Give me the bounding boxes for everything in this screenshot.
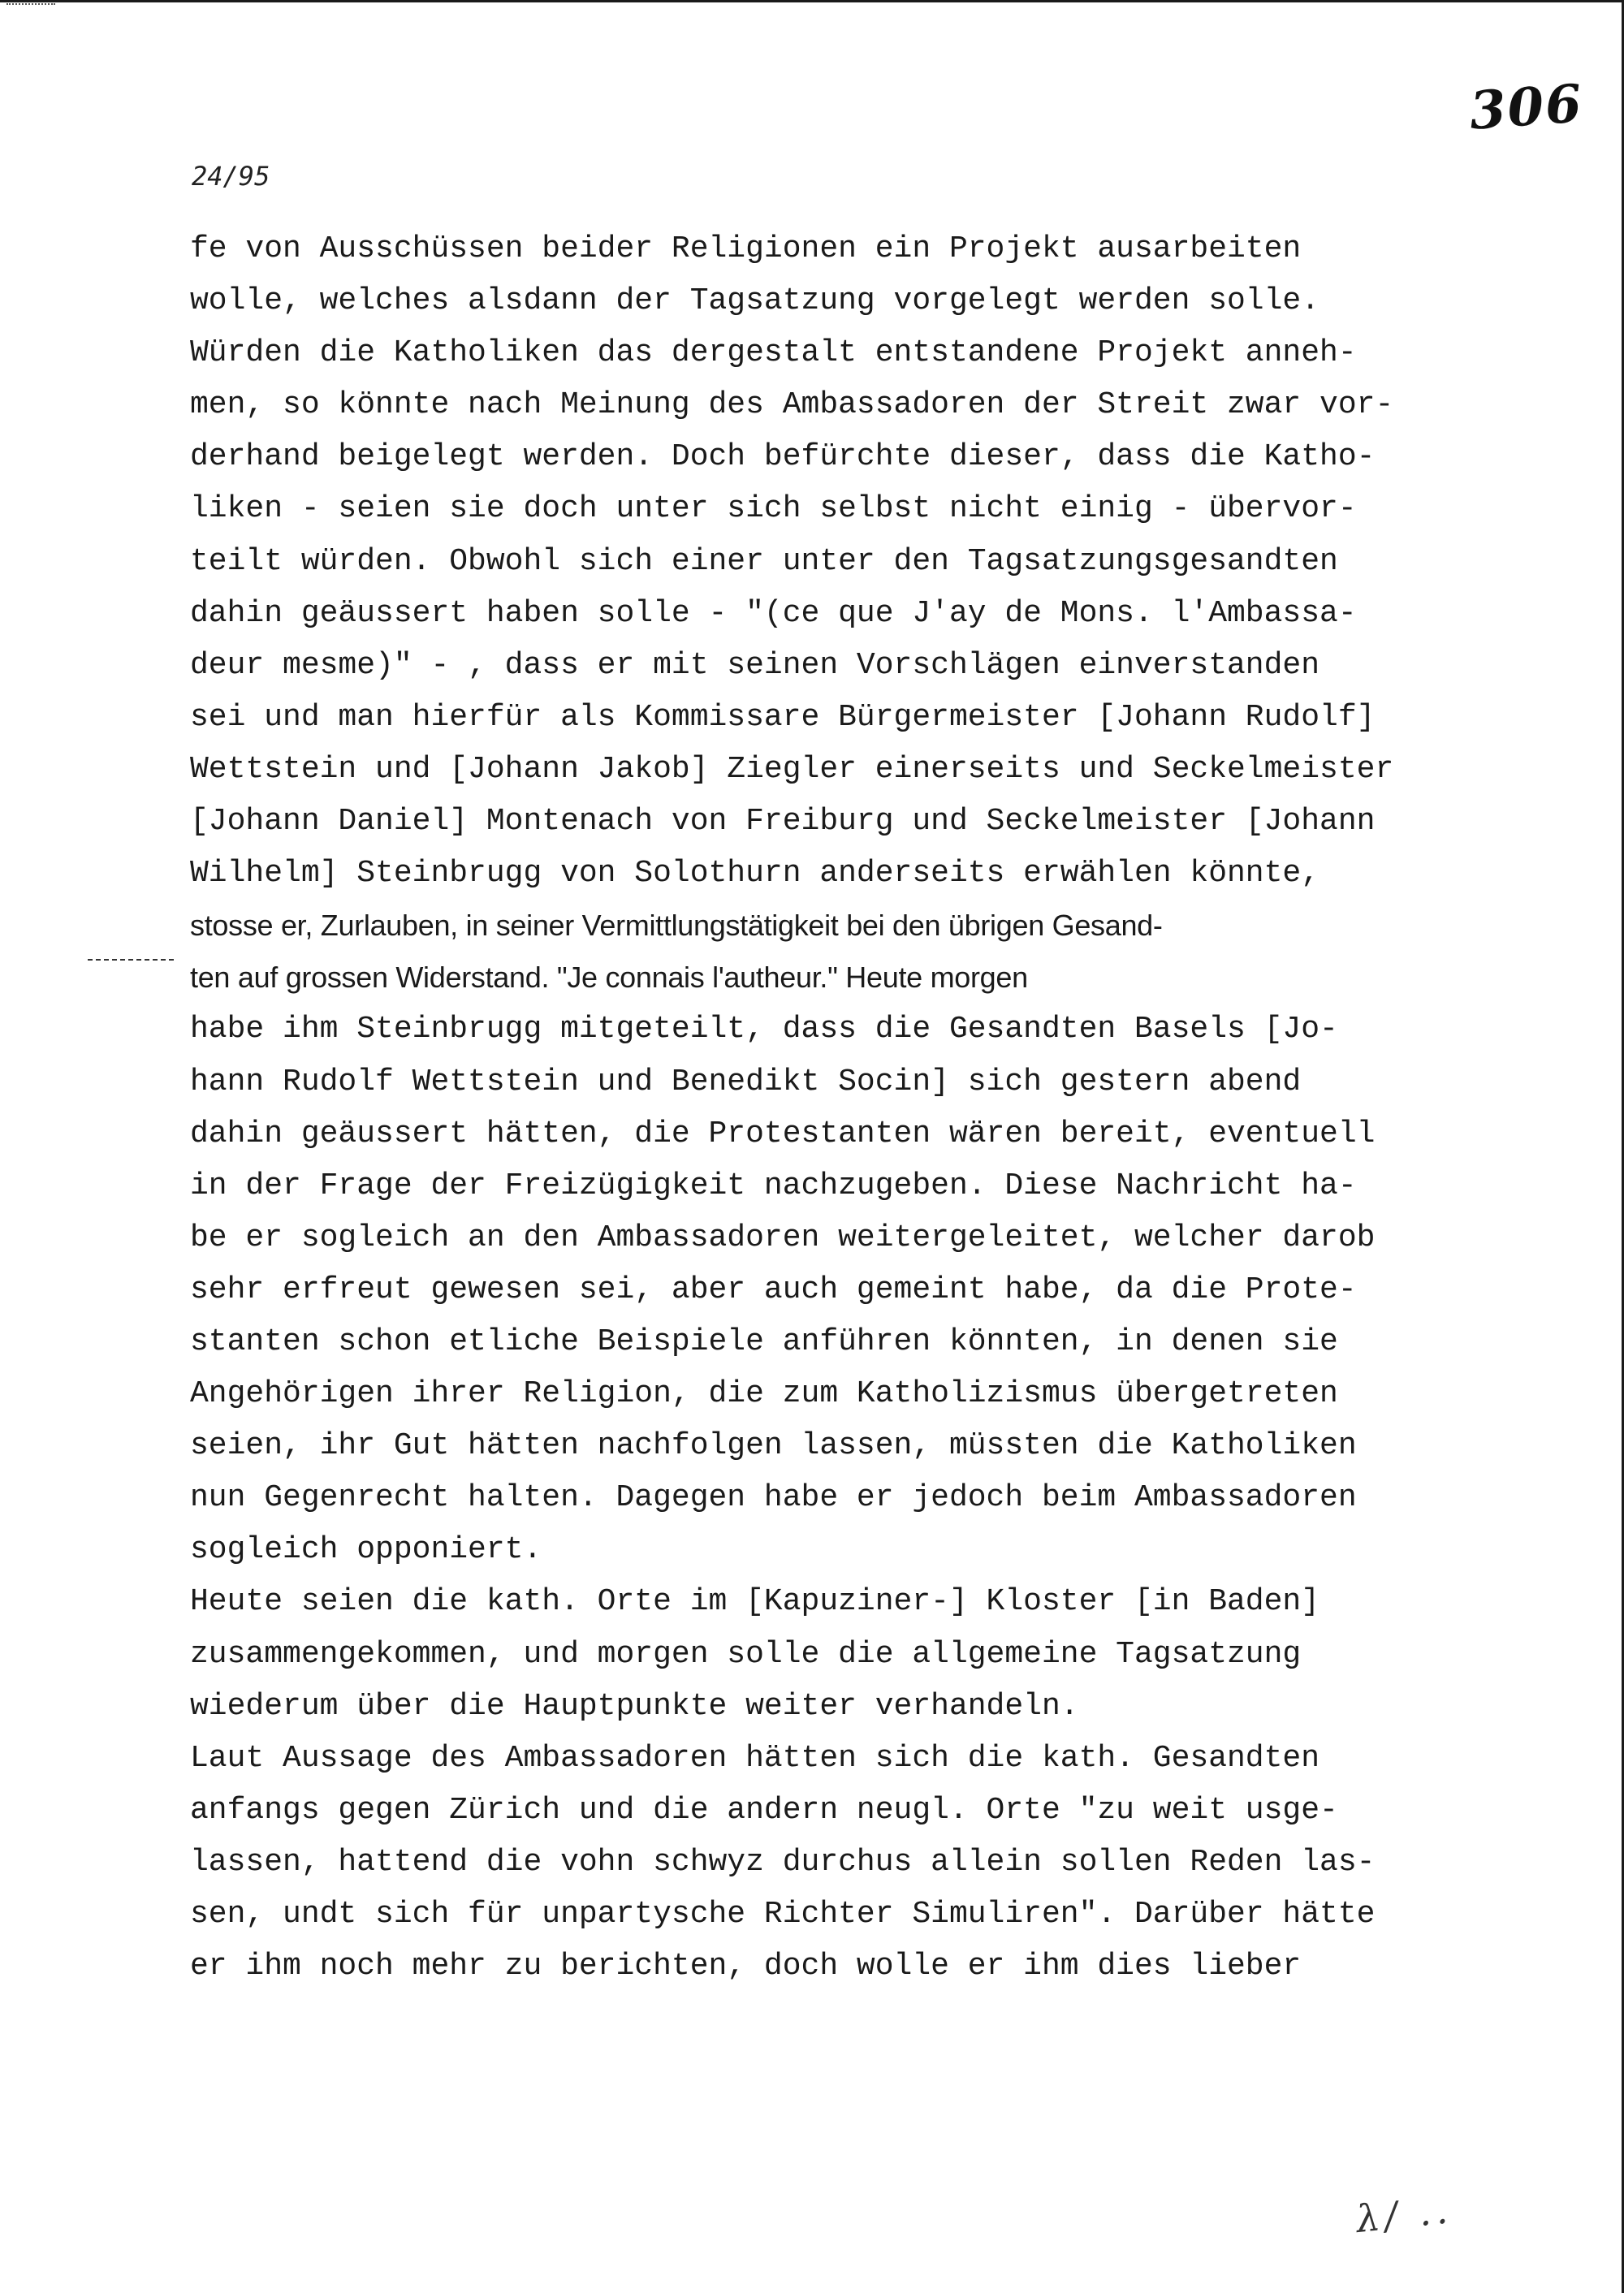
text-line: in der Frage der Freizügigkeit nachzugeben. Diese Nachricht ha- [190,1168,1357,1203]
text-line: [Johann Daniel] Montenach von Freiburg und Seckelmeister [Johann [190,804,1376,840]
text-line: sogleich opponiert. [190,1532,542,1568]
text-line: wolle, welches alsdann der Tagsatzung vorgelegt werden solle. [190,283,1320,319]
text-line: Wettstein und [Johann Jakob] Ziegler einerseits und Seckelmeister [190,751,1394,787]
document-reference: 24/95 [192,161,270,192]
text-line: fe von Ausschüssen beider Religionen ein Projekt ausarbeiten [190,231,1302,266]
text-line: seien, ihr Gut hätten nachfolgen lassen, müssten die Katholiken [190,1428,1357,1464]
text-line: habe ihm Steinbrugg mitgeteilt, dass die Gesandten Basels [Jo- [190,1012,1338,1047]
body-text [190,223,1522,1993]
text-line: er ihm noch mehr zu berichten, doch wolle er ihm dies lieber [190,1949,1302,1984]
text-line: men, so könnte nach Meinung des Ambassadoren der Streit zwar vor- [190,387,1394,423]
text-line: Wilhelm] Steinbrugg von Solothurn anderseits erwählen könnte, [190,856,1320,892]
text-line: deur mesme)" - , dass er mit seinen Vorschlägen einverstanden [190,647,1320,683]
text-line: nun Gegenrecht halten. Dagegen habe er jedoch beim Ambassadoren [190,1480,1357,1516]
text-line: dahin geäussert hätten, die Protestanten wären bereit, eventuell [190,1116,1376,1151]
text-line: hann Rudolf Wettstein und Benedikt Socin] sich gestern abend [190,1064,1302,1099]
text-line: derhand beigelegt werden. Doch befürchte dieser, dass die Katho- [190,439,1376,475]
text-line: sen, undt sich für unpartysche Richter Simuliren". Darüber hätte [190,1897,1376,1932]
text-line: be er sogleich an den Ambassadoren weitergeleitet, welcher darob [190,1220,1376,1255]
text-line: Würden die Katholiken das dergestalt entstandene Projekt anneh- [190,335,1357,371]
text-line: wiederum über die Hauptpunkte weiter verhandeln. [190,1688,1079,1724]
text-line: dahin geäussert haben solle - "(ce que J'ay de Mons. l'Ambassa- [190,595,1357,631]
margin-mark [88,959,174,962]
text-line: Heute seien die kath. Orte im [Kapuziner-] Kloster [in Baden] [190,1584,1320,1620]
text-line: anfangs gegen Zürich und die andern neugl. Orte "zu weit usge- [190,1792,1338,1828]
text-line: zusammengekommen, und morgen solle die allgemeine Tagsatzung [190,1636,1302,1672]
text-line-inserted: ten auf grossen Widerstand. "Je connais l'autheur." Heute morgen [190,961,1028,995]
text-line: stanten schon etliche Beispiele anführen könnten, in denen sie [190,1324,1338,1359]
text-line: lassen, hattend die vohn schwyz durchus allein sollen Reden las- [190,1844,1376,1880]
corner-mark [6,3,55,6]
text-line: sei und man hierfür als Kommissare Bürgermeister [Johann Rudolf] [190,699,1376,735]
text-line-inserted: stosse er, Zurlauben, in seiner Vermittlungstätigkeit bei den übrigen Gesand- [190,909,1163,943]
scan-edge-top [0,0,1624,2]
text-line: Angehörigen ihrer Religion, die zum Katholizismus übergetreten [190,1376,1338,1412]
folio-number: 306 [1467,73,1586,142]
text-line: sehr erfreut gewesen sei, aber auch gemeint habe, da die Prote- [190,1272,1357,1307]
text-line: Laut Aussage des Ambassadoren hätten sich die kath. Gesandten [190,1740,1320,1776]
text-line: teilt würden. Obwohl sich einer unter den Tagsatzungsgesandten [190,543,1338,579]
handwritten-mark: λ/ .. [1354,2187,1455,2242]
text-line: liken - seien sie doch unter sich selbst nicht einig - übervor- [190,491,1357,527]
